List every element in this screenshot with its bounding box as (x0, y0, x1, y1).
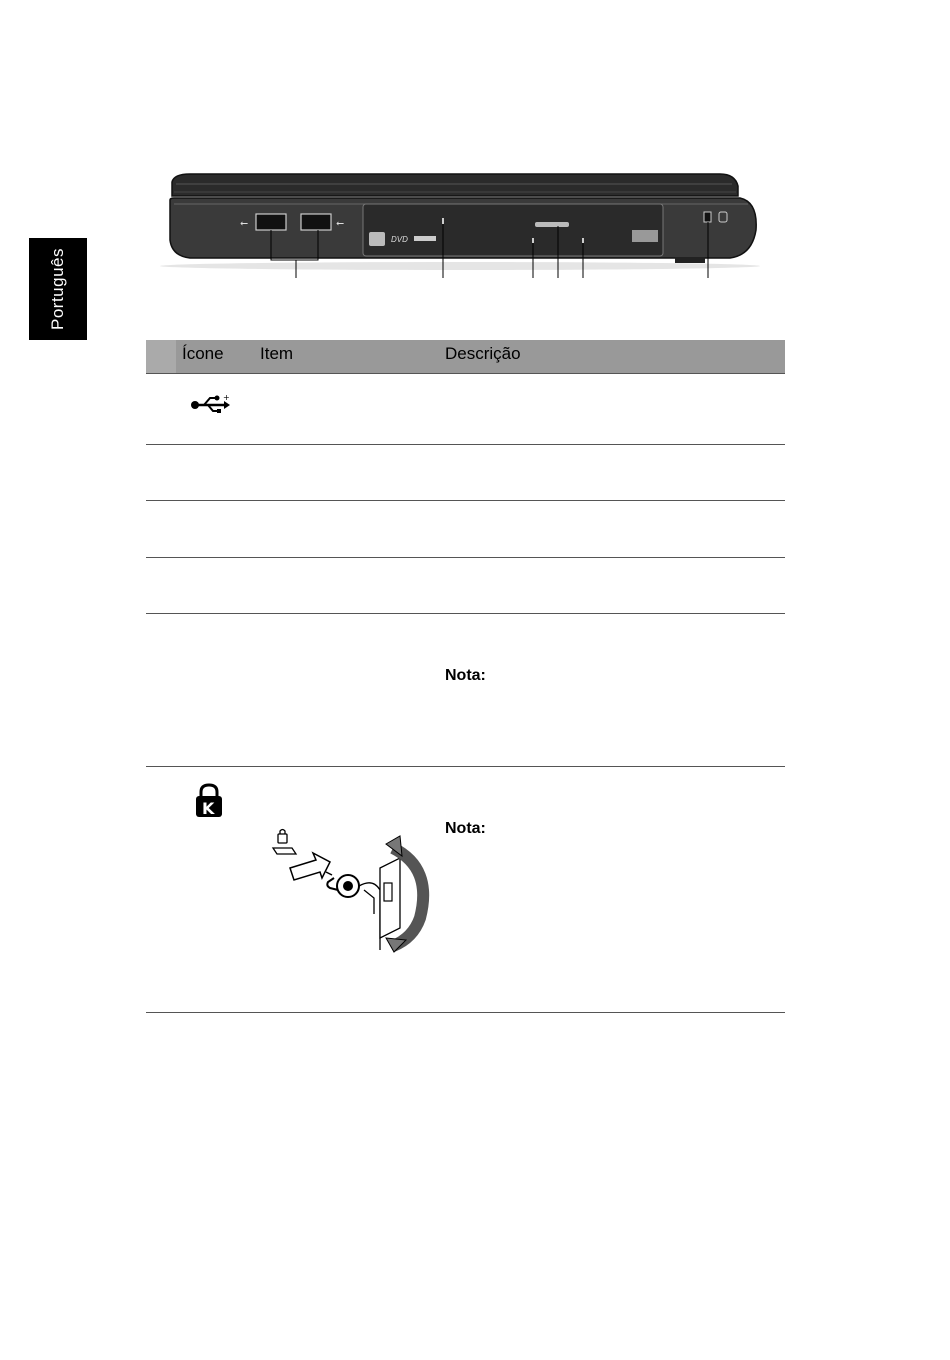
svg-text:DVD: DVD (391, 235, 408, 244)
row-divider (146, 557, 785, 558)
svg-text:⭠: ⭠ (336, 218, 344, 229)
row-divider (146, 613, 785, 614)
lock-installation-illustration (268, 828, 438, 953)
table-header (146, 340, 785, 374)
svg-text:⭠: ⭠ (240, 218, 248, 229)
usb-icon (190, 393, 230, 422)
svg-text:K: K (202, 799, 215, 818)
header-number (146, 340, 176, 373)
svg-text:+: + (223, 393, 230, 402)
note-label: Nota: (445, 820, 486, 837)
row-divider (146, 444, 785, 445)
language-tab (29, 238, 87, 340)
row-divider (146, 1012, 785, 1013)
row-divider (146, 766, 785, 767)
kensington-lock-icon (193, 783, 225, 824)
note-label: Nota: (445, 667, 486, 684)
header-description: Descrição (445, 344, 521, 363)
header-icon: Ícone (182, 344, 224, 363)
row-divider (146, 500, 785, 501)
language-tab-label: Português (48, 248, 67, 330)
laptop-side-illustration (160, 160, 770, 285)
header-item: Item (260, 344, 294, 363)
